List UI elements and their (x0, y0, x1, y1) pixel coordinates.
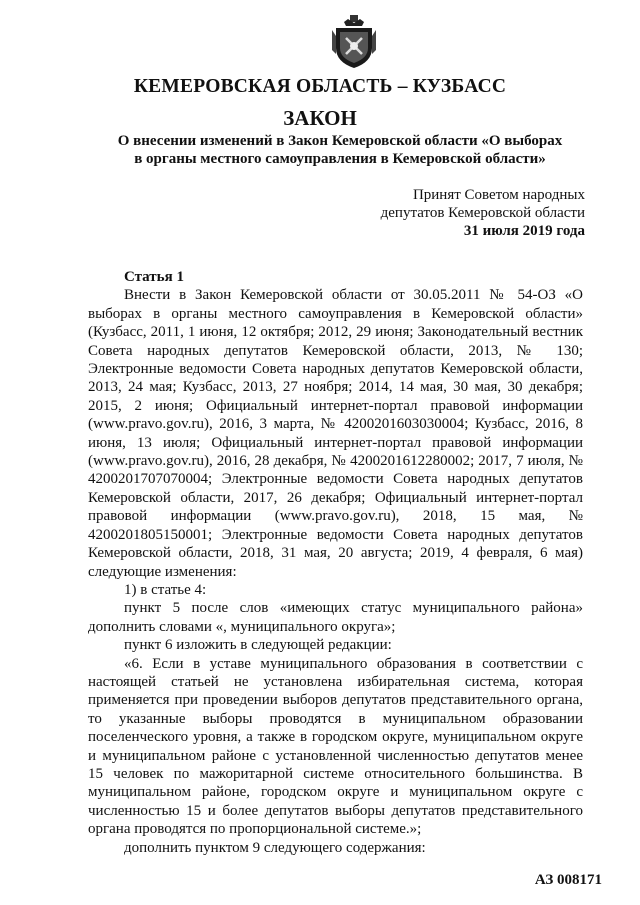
serial-number: АЗ 008171 (534, 872, 602, 888)
law-title (100, 132, 580, 168)
adoption-date: 31 июля 2019 года (463, 223, 585, 239)
region-heading: КЕМЕРОВСКАЯ ОБЛАСТЬ – КУЗБАСС (133, 76, 507, 97)
amendment-paragraph: дополнить пунктом 9 следующего содержания: (124, 839, 426, 856)
quoted-text-paragraph: «6. Если в уставе муниципального образования в соответствии с настоящей статьей не установлена избирательная система, которая применяется при проведении выборов депутатов представительного органа, то указанные выборы проводятся в муниципальном образовании поселенческого уровня, а также в городском округе, муниципальном округе и муниципальном районе с установленной численностью депутатов менее 15 человек по мажоритарной системе относительного большинства. В муниципальном районе, городском округе и муниципальном округе с численностью 15 и более депутатов выборы депутатов представительного органа проводятся по пропорциональной системе.»; (88, 655, 583, 838)
article-heading: Статья 1 (124, 269, 184, 285)
law-title-line: в органы местного самоуправления в Кемеровской области» (134, 151, 546, 167)
coat-of-arms-emblem (330, 14, 378, 70)
document-type: ЗАКОН (283, 106, 357, 130)
article-intro-paragraph: Внести в Закон Кемеровской области от 30.05.2011 № 54-ОЗ «О выборах в органы местного самоуправления в Кемеровской области» (Кузбасс, 2011, 1 июня, 12 октября; 2012, 29 июня; Законодательный вестник Совета народных депутатов Кемеровской области, 2013, № 130; Электронные ведомости Совета народных депутатов Кемеровской области, 2013, 24 мая; Кузбасс, 2013, 27 ноября; 2014, 14 мая, 30 мая, 30 декабря; 2015, 2 июня; Официальный интернет-портал правовой информации (www.pravo.gov.ru), 2016, 3 марта, № 4200201603030004; Кузбасс, 2016, 8 июня, 13 июля; Официальный интернет-портал правовой информации (www.pravo.gov.ru), 2016, 28 декабря, № 4200201612280002; 2017, 7 июля, № 4200201707070004; Электронные ведомости Совета народных депутатов Кемеровской области, 2017, 26 декабря; Официальный интернет-портал правовой информации (www.pravo.gov.ru), 2018, 15 мая, № 4200201805150001; Электронные ведомости Совета народных депутатов Кемеровской области, 2018, 31 мая, 20 августа; 2019, 4 февраля, 6 мая) следующие изменения: (88, 287, 583, 580)
adoption-line: Принят Советом народных (412, 187, 585, 203)
law-title-line: О внесении изменений в Закон Кемеровской области «О выборах (117, 133, 563, 149)
amendment-paragraph: пункт 5 после слов «имеющих статус муниципального района» дополнить словами «, муниципального округа»; (88, 600, 583, 635)
adoption-block (381, 186, 585, 240)
document-body (88, 268, 583, 857)
amendment-item: 1) в статье 4: (124, 581, 207, 598)
adoption-line: депутатов Кемеровской области (380, 205, 585, 221)
amendment-paragraph: пункт 6 изложить в следующей редакции: (124, 637, 392, 654)
coat-of-arms-icon (330, 14, 378, 70)
